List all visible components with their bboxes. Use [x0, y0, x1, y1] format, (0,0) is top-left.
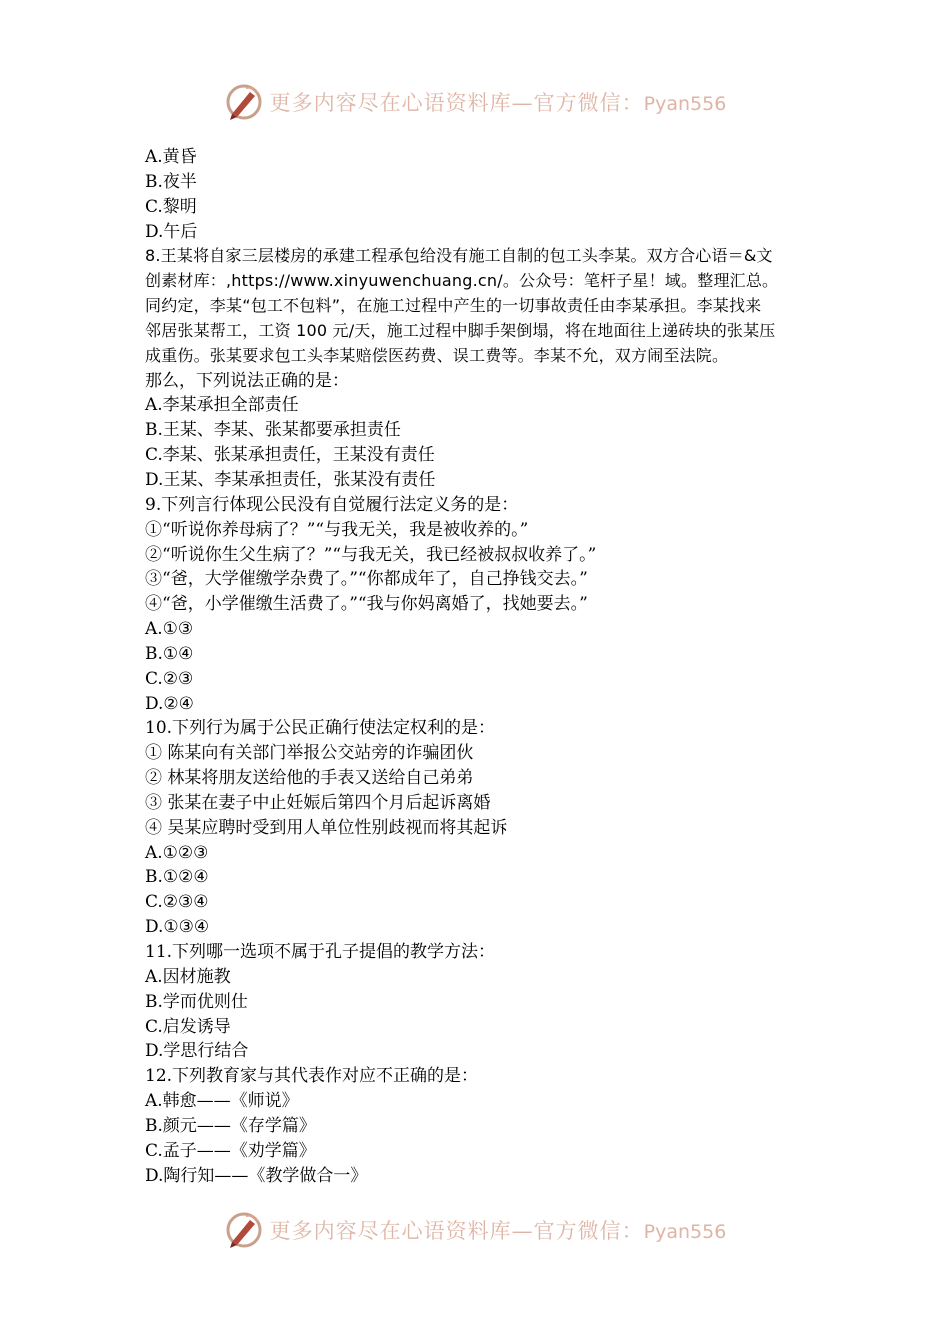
document-line: 8.王某将自家三层楼房的承建工程承包给没有施工自制的包工头李某。双方合心语＝&文	[145, 246, 773, 266]
document-line: D.②④	[145, 693, 194, 714]
document-line: B.学而优则仕	[145, 991, 248, 1012]
header-watermark-banner	[0, 80, 950, 124]
footer-watermark-banner	[0, 1208, 950, 1252]
document-line: 11.下列哪一选项不属于孔子提倡的教学方法：	[145, 942, 496, 962]
document-body	[145, 145, 815, 1188]
document-line: A.黄昏	[145, 147, 197, 167]
watermark-label: 更多内容尽在心语资料库—官方微信：	[269, 91, 644, 115]
watermark-text	[270, 1215, 727, 1245]
document-line: C.黎明	[145, 196, 197, 217]
pen-logo-icon	[224, 1210, 264, 1250]
document-line: D.学思行结合	[145, 1041, 249, 1062]
watermark-wechat-id: Pyan556	[643, 1221, 727, 1243]
document-line: A.李某承担全部责任	[145, 395, 299, 416]
document-line: D.陶行知——《教学做合一》	[145, 1165, 368, 1186]
watermark-wechat-id: Pyan556	[643, 93, 727, 115]
pen-logo-icon	[224, 82, 264, 122]
document-line: B.颜元——《存学篇》	[145, 1115, 316, 1136]
document-line: ①“听说你养母病了？”“与我无关，我是被收养的。”	[145, 519, 529, 540]
document-line: B.①④	[145, 643, 194, 664]
document-line: C.启发诱导	[145, 1016, 231, 1037]
document-line: C.②③	[145, 668, 194, 689]
document-line: B.①②④	[145, 867, 209, 888]
document-line: ② 林某将朋友送给他的手表又送给自己弟弟	[145, 768, 474, 789]
document-line: B.王某、李某、张某都要承担责任	[145, 420, 401, 441]
document-line: ②“听说你生父生病了？”“与我无关，我已经被叔叔收养了。”	[145, 544, 597, 565]
document-line: 成重伤。张某要求包工头李某赔偿医药费、误工费等。李某不允，双方闹至法院。	[145, 345, 729, 365]
document-line: 邻居张某帮工，工资 100 元/天，施工过程中脚手架倒塌，将在地面往上递砖块的张某压	[145, 320, 776, 340]
document-line: ④“爸，小学催缴生活费了。”“我与你妈离婚了，找她要去。”	[145, 594, 588, 615]
document-line: D.午后	[145, 221, 198, 242]
document-line: C.孟子——《劝学篇》	[145, 1140, 316, 1161]
document-line: 12.下列教育家与其代表作对应不正确的是：	[145, 1066, 479, 1087]
document-line: 同约定，李某“包工不包料”，在施工过程中产生的一切事故责任由李某承担。李某找来	[145, 296, 762, 316]
watermark-label: 更多内容尽在心语资料库—官方微信：	[269, 1219, 644, 1243]
document-line: ③“爸，大学催缴学杂费了。”“你都成年了，自己挣钱交去。”	[145, 569, 588, 590]
document-line: A.①②③	[145, 842, 209, 863]
document-line: 创素材库：,https://www.xinyuwenchuang.cn/。公众号：笔杆子星！域。整理汇总。	[145, 271, 779, 291]
document-line: ④ 吴某应聘时受到用人单位性别歧视而将其起诉	[145, 817, 508, 838]
document-line: 9.下列言行体现公民没有自觉履行法定义务的是：	[145, 494, 519, 515]
document-line: B.夜半	[145, 171, 197, 192]
document-line: ① 陈某向有关部门举报公交站旁的诈骗团伙	[145, 743, 474, 764]
document-line: C.②③④	[145, 892, 209, 913]
document-line: C.李某、张某承担责任，王某没有责任	[145, 445, 435, 466]
document-line: 10.下列行为属于公民正确行使法定权利的是：	[145, 718, 496, 739]
document-line: A.因材施教	[145, 966, 231, 987]
document-line: A.①③	[145, 619, 194, 640]
watermark-text	[270, 87, 727, 117]
document-line: ③ 张某在妻子中止妊娠后第四个月后起诉离婚	[145, 792, 491, 813]
document-line: 那么，下列说法正确的是：	[145, 370, 349, 391]
document-line: A.韩愈——《师说》	[145, 1091, 299, 1112]
document-line: D.①③④	[145, 917, 210, 938]
document-line: D.王某、李某承担责任，张某没有责任	[145, 469, 436, 490]
